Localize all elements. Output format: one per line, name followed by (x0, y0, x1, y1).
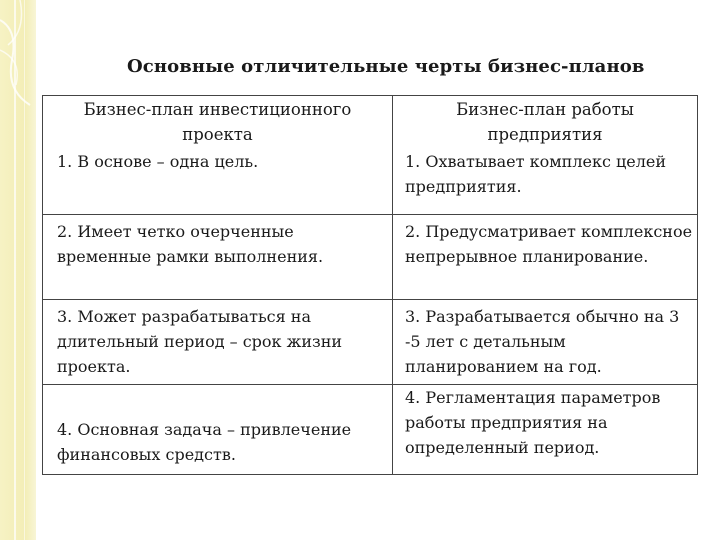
table-row (43, 149, 698, 215)
table-cell: 1. Охватывает комплекс целей предприятия. (393, 149, 698, 215)
table-cell: 3. Разрабатывается обычно на 3 -5 лет с детальным планированием на год. (393, 300, 698, 385)
comparison-table (42, 95, 698, 475)
table-cell: 4. Регламентация параметров работы предприятия на определенный период. (393, 385, 698, 475)
column-header: Бизнес-план инвестиционного проекта (43, 96, 393, 150)
table-row (43, 300, 698, 385)
table-cell: 1. В основе – одна цель. (43, 149, 393, 215)
table-cell: 3. Может разрабатываться на длительный период – срок жизни проекта. (43, 300, 393, 385)
table-header-row (43, 96, 698, 150)
table-row (43, 385, 698, 475)
column-header: Бизнес-план работы предприятия (393, 96, 698, 150)
table-cell: 2. Предусматривает комплексное непрерывное планирование. (393, 215, 698, 300)
table-row (43, 215, 698, 300)
table-cell: 2. Имеет четко очерченные временные рамки выполнения. (43, 215, 393, 300)
table-cell: 4. Основная задача – привлечение финансовых средств. (43, 385, 393, 475)
page-title: Основные отличительные черты бизнес-планов (127, 56, 645, 77)
